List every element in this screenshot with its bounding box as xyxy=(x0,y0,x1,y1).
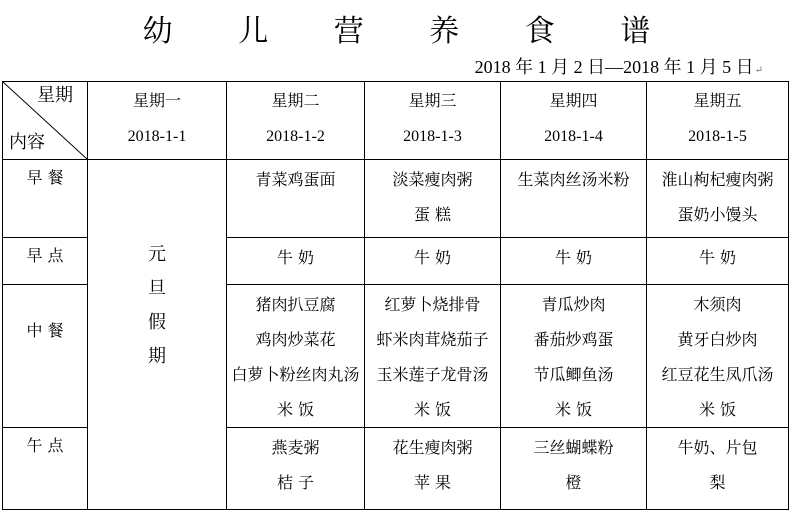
meal-label-morning-snack xyxy=(3,238,88,285)
breakfast-thu xyxy=(501,160,647,238)
morning-snack-fri xyxy=(647,238,789,285)
day-header-2 xyxy=(227,82,365,160)
menu-item: 米 饭 xyxy=(554,400,593,419)
lunch-wed xyxy=(365,285,501,428)
menu-item: 青菜鸡蛋面 xyxy=(255,170,336,189)
afternoon-snack-wed xyxy=(365,428,501,510)
day-date: 2018-1-1 xyxy=(127,128,187,145)
day-name: 星期二 xyxy=(271,93,320,110)
morning-snack-wed xyxy=(365,238,501,285)
menu-item: 木须肉 xyxy=(693,295,742,314)
holiday-char: 元 xyxy=(148,244,166,265)
morning-snack-thu xyxy=(501,238,647,285)
menu-item: 淡菜瘦肉粥 xyxy=(392,170,473,189)
date-range xyxy=(475,53,763,79)
menu-item: 节瓜鲫鱼汤 xyxy=(533,365,614,384)
day-name: 星期四 xyxy=(549,93,598,110)
menu-item: 青瓜炒肉 xyxy=(541,295,606,314)
menu-item: 蛋奶小馒头 xyxy=(677,205,758,224)
menu-item: 橙 xyxy=(565,473,582,492)
menu-item: 红豆花生凤爪汤 xyxy=(661,365,774,384)
day-name: 星期五 xyxy=(693,93,742,110)
menu-item: 三丝蝴蝶粉 xyxy=(533,438,614,457)
menu-item: 玉米莲子龙骨汤 xyxy=(376,365,489,384)
lunch-fri xyxy=(647,285,789,428)
menu-item: 米 饭 xyxy=(276,400,315,419)
day-name: 星期三 xyxy=(408,93,457,110)
menu-item: 牛 奶 xyxy=(276,248,315,267)
menu-item: 白萝卜粉丝肉丸汤 xyxy=(231,365,360,384)
day-header-1 xyxy=(88,82,227,160)
meal-label-text: 早 点 xyxy=(26,246,64,265)
day-header-5 xyxy=(647,82,789,160)
menu-item: 牛 奶 xyxy=(698,248,737,267)
meal-label-afternoon-snack xyxy=(3,428,88,510)
day-name: 星期一 xyxy=(132,93,181,110)
day-date: 2018-1-3 xyxy=(403,128,462,145)
date-range-text: 2018 年 1 月 2 日—2018 年 1 月 5 日 xyxy=(474,57,754,77)
paragraph-mark-icon: ↵ xyxy=(754,65,763,76)
breakfast-wed xyxy=(365,160,501,238)
corner-week-label: 星期 xyxy=(37,85,73,106)
afternoon-snack-thu xyxy=(501,428,647,510)
day-date: 2018-1-2 xyxy=(266,128,325,145)
corner-content-label: 内容 xyxy=(9,132,45,153)
meal-label-breakfast xyxy=(3,160,88,238)
breakfast-tue xyxy=(227,160,365,238)
menu-item: 番茄炒鸡蛋 xyxy=(533,330,614,349)
menu-table xyxy=(2,81,789,510)
holiday-char: 假 xyxy=(148,312,166,333)
menu-item: 鸡肉炒菜花 xyxy=(255,330,336,349)
page-title: 幼 儿 营 养 食 谱 xyxy=(142,14,679,49)
menu-item: 红萝卜烧排骨 xyxy=(384,295,481,314)
menu-item: 花生瘦肉粥 xyxy=(392,438,473,457)
menu-item: 蛋 糕 xyxy=(413,205,452,224)
morning-snack-tue xyxy=(227,238,365,285)
menu-item: 淮山枸杞瘦肉粥 xyxy=(661,170,774,189)
holiday-char: 旦 xyxy=(148,278,166,299)
menu-item: 牛 奶 xyxy=(413,248,452,267)
day-header-4 xyxy=(501,82,647,160)
menu-item: 米 饭 xyxy=(698,400,737,419)
menu-item: 牛 奶 xyxy=(554,248,593,267)
meal-label-text: 早 餐 xyxy=(26,168,64,187)
lunch-tue xyxy=(227,285,365,428)
meal-label-text: 午 点 xyxy=(26,436,64,455)
menu-item: 黄牙白炒肉 xyxy=(677,330,758,349)
header-row xyxy=(3,82,789,160)
menu-item: 虾米肉茸烧茄子 xyxy=(376,330,489,349)
breakfast-fri xyxy=(647,160,789,238)
day-date: 2018-1-5 xyxy=(688,128,747,145)
holiday-char: 期 xyxy=(148,346,166,367)
day-date: 2018-1-4 xyxy=(544,128,603,145)
menu-item: 苹 果 xyxy=(413,473,452,492)
menu-item: 桔 子 xyxy=(276,473,315,492)
menu-item: 米 饭 xyxy=(413,400,452,419)
menu-item: 牛奶、片包 xyxy=(677,438,758,457)
corner-cell xyxy=(3,82,88,160)
menu-item: 燕麦粥 xyxy=(271,438,320,457)
menu-item: 猪肉扒豆腐 xyxy=(255,295,336,314)
afternoon-snack-tue xyxy=(227,428,365,510)
meal-label-lunch xyxy=(3,285,88,428)
afternoon-snack-fri xyxy=(647,428,789,510)
menu-item: 梨 xyxy=(709,473,726,492)
breakfast-row xyxy=(3,160,789,238)
holiday-cell xyxy=(88,160,227,510)
day-header-3 xyxy=(365,82,501,160)
meal-label-text: 中 餐 xyxy=(26,321,64,340)
lunch-thu xyxy=(501,285,647,428)
menu-item: 生菜肉丝汤米粉 xyxy=(517,170,630,189)
